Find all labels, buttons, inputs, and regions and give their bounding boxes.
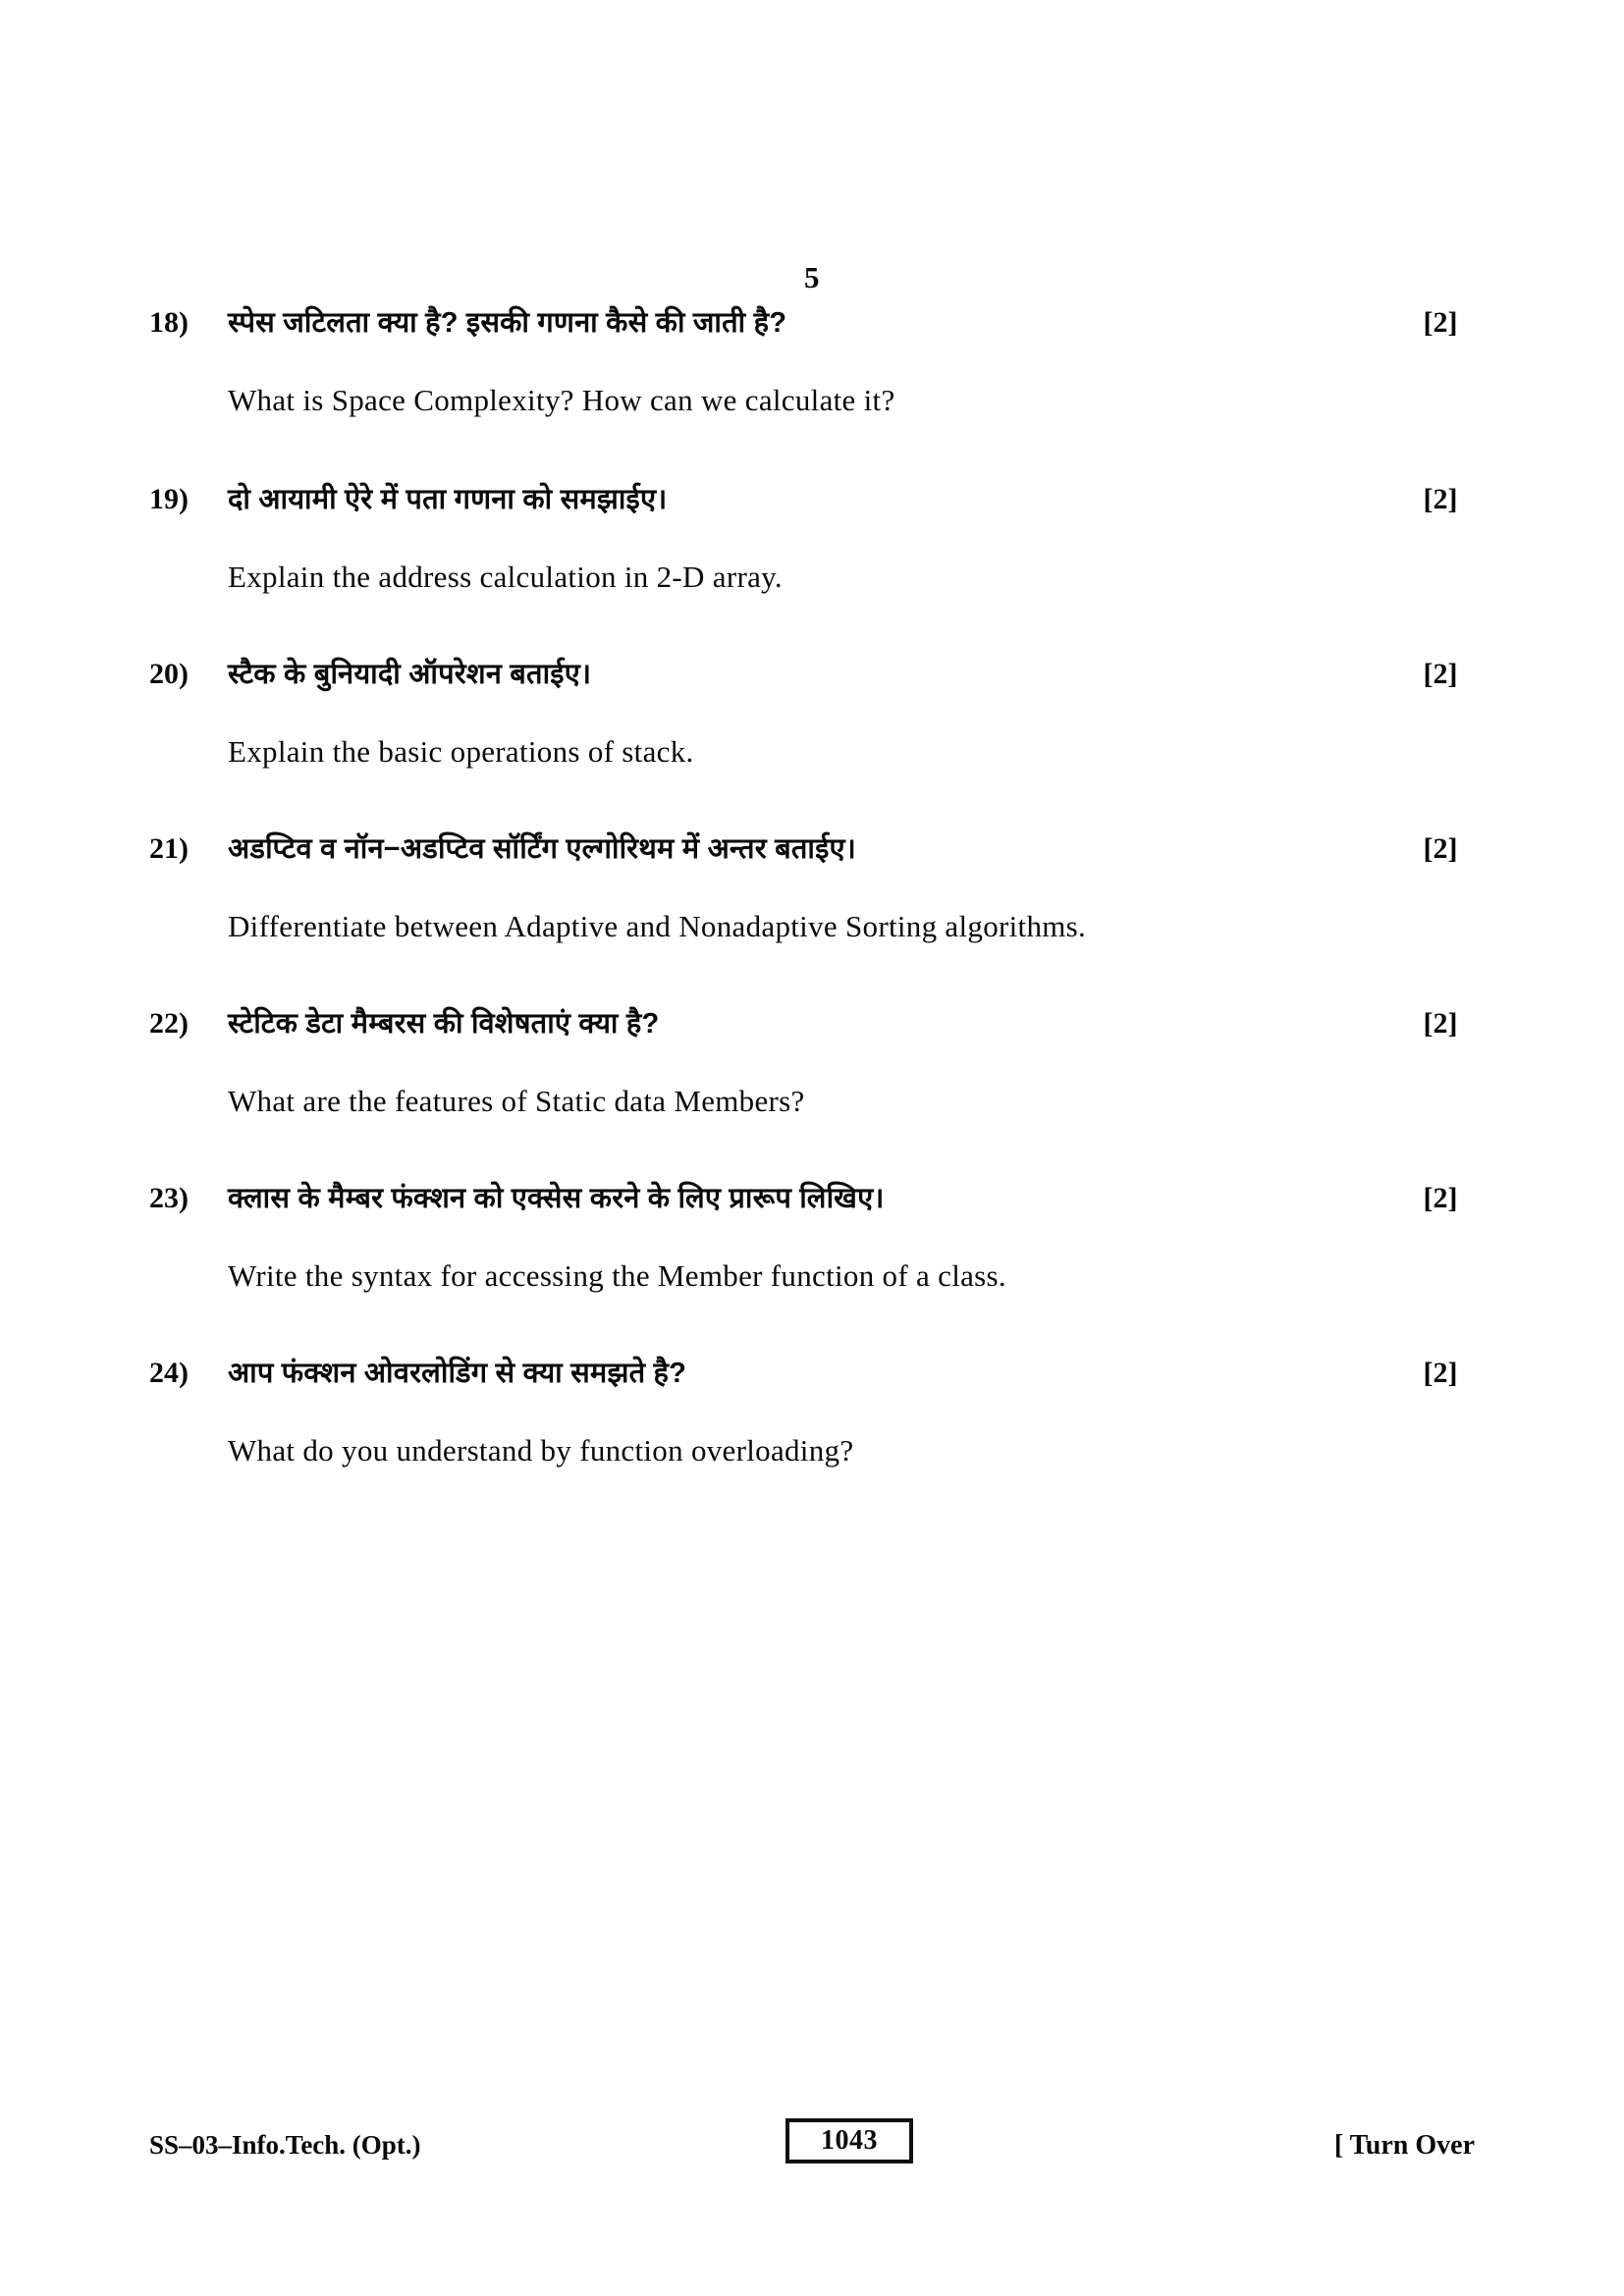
question-item [0,477,1624,599]
question-text-hindi: स्टेटिक डेटा मैम्बरस की विशेषताएं क्या है? [228,1008,660,1040]
question-marks: [2] [1423,1007,1458,1040]
question-number: 24) [149,1357,189,1389]
question-number: 19) [149,483,189,515]
question-text-hindi: स्टैक के बुनियादी ऑपरेशन बताईए। [228,659,592,690]
question-marks: [2] [1423,1357,1458,1389]
question-number: 20) [149,658,189,690]
question-text-hindi: आप फंक्शन ओवरलोडिंग से क्या समझते है? [228,1358,687,1389]
question-number: 23) [149,1182,189,1214]
question-item [0,827,1624,948]
question-marks: [2] [1423,1182,1458,1214]
question-heading-row [0,1001,1624,1048]
question-text-hindi: दो आयामी ऐरे में पता गणना को समझाईए। [228,484,668,515]
question-number: 21) [149,832,189,865]
question-heading-row [0,1176,1624,1223]
question-number: 18) [149,306,189,339]
form-number-box [785,2118,913,2163]
turn-over-label: [ Turn Over [1333,2130,1475,2161]
question-text-english: Differentiate between Adaptive and Nonadaptive Sorting algorithms. [228,909,1087,943]
question-marks: [2] [1423,306,1458,339]
question-heading-row [0,827,1624,874]
question-item [0,300,1624,422]
question-text-hindi: क्लास के मैम्बर फंक्शन को एक्सेस करने के लिए प्रारूप लिखिए। [228,1183,885,1214]
question-heading-row [0,1351,1624,1398]
question-item [0,652,1624,774]
paper-code: SS–03–Info.Tech. (Opt.) [149,2130,421,2160]
question-marks: [2] [1423,832,1458,865]
question-marks: [2] [1423,658,1458,690]
question-item [0,1001,1624,1123]
question-marks: [2] [1423,483,1458,515]
form-number: 1043 [821,2125,878,2156]
question-text-english: What do you understand by function overloading? [228,1433,854,1468]
page-number: 5 [804,260,820,294]
question-text-english: Write the syntax for accessing the Member function of a class. [228,1258,1006,1293]
question-item [0,1176,1624,1298]
question-text-english: What is Space Complexity? How can we calculate it? [228,383,895,417]
question-number: 22) [149,1007,189,1040]
question-heading-row [0,300,1624,347]
question-heading-row [0,477,1624,524]
page-footer [0,2110,1624,2228]
question-heading-row [0,652,1624,699]
question-list [0,300,1624,1525]
question-text-hindi: स्पेस जटिलता क्या है? इसकी गणना कैसे की जाती है? [228,307,787,339]
question-text-english: Explain the address calculation in 2-D array. [228,560,783,594]
question-text-english: Explain the basic operations of stack. [228,734,694,769]
question-text-english: What are the features of Static data Members? [228,1084,805,1118]
question-text-hindi: अडप्टिव व नॉन−अडप्टिव सॉर्टिंग एल्गोरिथम में अन्तर बताईए। [228,833,856,865]
question-item [0,1351,1624,1472]
